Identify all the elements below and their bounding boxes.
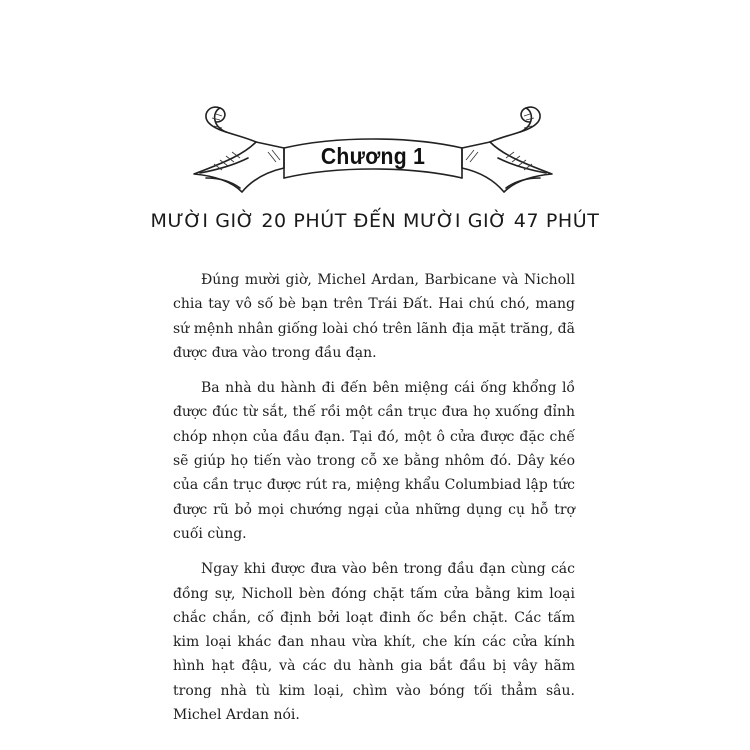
paragraph: Ba nhà du hành đi đến bên miệng cái ống khổng lồ được đúc từ sắt, thế rồi một cần trục đưa họ xuống đỉnh chóp nhọn của đầu đạn. Tại đó, một ô cửa được đặc chế sẽ giúp họ tiến vào trong cỗ xe bằng nhôm đó. Dây kéo của cần trục được rút ra, miệng khẩu Columbiad lập tức được rũ bỏ mọi chướng ngại của những dụng cụ hỗ trợ cuối cùng. <box>173 380 575 542</box>
paragraph: Ngay khi được đưa vào bên trong đầu đạn cùng các đồng sự, Nicholl bèn đóng chặt tấm cửa bằng kim loại chắc chắn, cố định bởi loạt đinh ốc bền chặt. Các tấm kim loại khác đan nhau vừa khít, che kín các cửa kính hình hạt đậu, và các du hành gia bắt đầu bị vây hãm trong nhà tù kim loại, chìm vào bóng tối thẳm sâu. Michel Ardan nói. <box>173 561 575 724</box>
chapter-body <box>173 268 575 738</box>
chapter-label: Chương 1 <box>320 143 426 169</box>
paragraph: Đúng mười giờ, Michel Ardan, Barbicane và Nicholl chia tay vô số bè bạn trên Trái Đất. Hai chú chó, mang sứ mệnh nhân giống loài chó trên lãnh địa mặt trăng, đã được đưa vào trong đầu đạn. <box>173 272 575 361</box>
chapter-title: MƯỜI GIỜ 20 PHÚT ĐẾN MƯỜI GIỜ 47 PHÚT <box>150 210 600 232</box>
